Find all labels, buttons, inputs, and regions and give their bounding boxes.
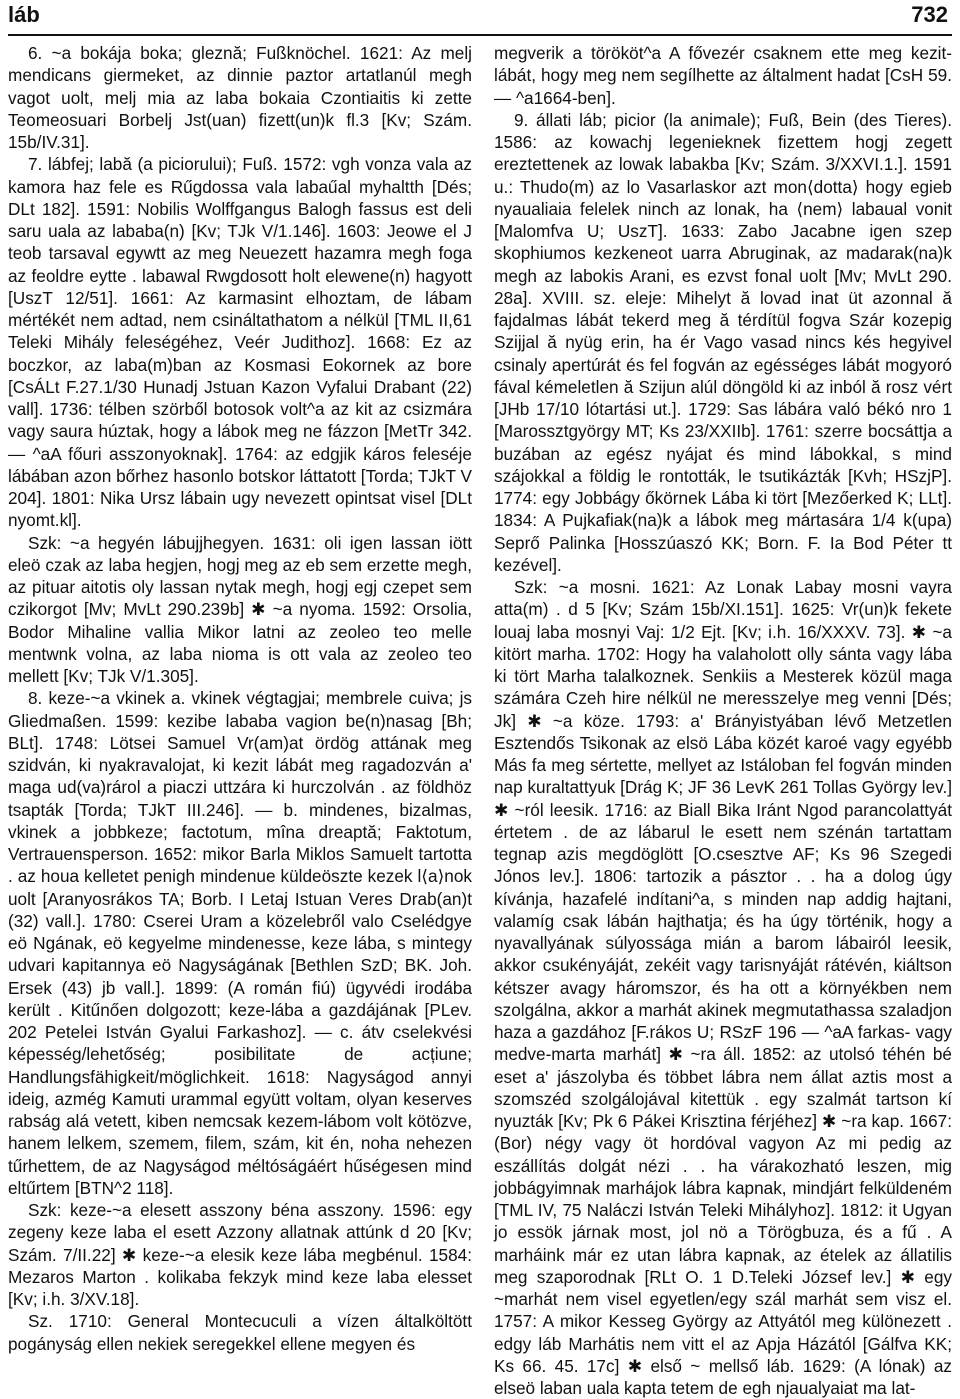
entry-paragraph: 8. keze-~a vkinek a. vkinek végtagjai; membrele cuiva; js Gliedmaßen. 1599: kezibe lababa vagion be(n)nasag [Bh; BLt]. 1748: Lötsei Samuel Vr(am)at ördög attának meg szidván, ki nyakravalojat, ki kezit lábát meg ragadozván a' maga ud(va)rárol a piaczi uttzára ki hurczolván . az földhöz tsapták [Torda; TJkT III.246]. — b. mindenes, bizalmas, vkinek a jobbkeze; factotum, mîna dreaptă; Faktotum, Vertrauensperson. 1652: mikor Barla Miklos Samuelt tartotta . az houa kelletet penigh mindenue küldeöszte kezek l⟨a⟩nok uolt [Aranyosrákos TA; Borb. I Letaj Istuan Veres Drab(an)t (32) vall.]. 1780: Cserei Uram a közelebről valo Cselédgye eö Ngának, eö kegyelme mindenesse, keze lába, s mintegy udvari kapitannya eö Nagyságának [Bethlen SzD; BK. Joh. Ersek (43) jb vall.]. 1899: (A román fiú) ügyvédi irodába került . Kitűnően dolgozott; keze-lába a gazdájának [PLev. 202 Petelei István Gyalui Farkashoz]. — c. átv cselekvési képesség/lehetőség; posibilitate de acțiune; Handlungsfähigkeit/möglichkeit. 1618: Nagyságod annyi ideig, azmég Kamuti urammal együtt voltam, olyan keserves rabság alá vetett, kiben nemcsak kezem-lábom volt kötözve, hanem lelkem, szemem, filem, szám, kit én, noha nehezen tűrhettem, de az Nagyságod méltóságáért hűségesen mind eltűrtem [BTN^2 118]. xyxy=(8,688,472,1198)
header-rule xyxy=(8,34,952,36)
running-headword: láb xyxy=(8,2,40,27)
entry-paragraph: Szk: keze-~a elesett asszony béna asszony. 1596: egy zegeny keze laba el esett Azzony allatnak attúnk d 20 [Kv; Szám. 7/II.22] ✱ keze-~a elesik keze lába megbénul. 1584: Mezaros Marton . kolikaba fekzyk mind keze laba elesset [Kv; i.h. 3/XV.18]. xyxy=(8,1200,472,1309)
entry-paragraph: 9. állati láb; picior (la animale); Fuß, Bein (des Tieres). 1586: az kowachj legenieknek fizettem hogj zegett ereztettenek az lowak labakba [Kv; Szám. 3/XXVI.1.]. 1591 u.: Thudo(m) az lo Vasarlaskor azt mon⟨dotta⟩ hogy egieb nyaualiaia felelek ninch az lonak, ha ⟨nem⟩ labaual vonit [Malomfva U; UszT]. 1633: Zabo Jacabne igen szep skophiumos kezkeneot uarra Abruginak, az madarak(na)k megh az labokis Arani, es ezvst fonal uolt [Mv; MvLt 290. 28a]. XVIII. sz. eleje: Mihelyt ă lovad inat üt azonnal ă fajdalmas lábát tekerd meg ă térdítül fogva Szár kozepig Szijjal ă nyüg erin, ha ér Vago vasad nincs kés hegyivel csinaly apertúrát és fel fogván az egésséges lábát mogyoró fával kémeletlen ă Szijun alúl döngöld ki az inból ă rosz vért [JHb 17/10 lótartási ut.]. 1729: Sas lábára való békó nro 1 [Marossztgyörgy MT; Ks 23/XXIIb]. 1761: szerre bocsáttja a buzában az egész nyájat és mind lábokkal, s mind szájokkal a földig le rontották, le tsutikázták [Kvh; HSzjP]. 1774: egy Jobbágy őkörnek Lába ki tört [Mezőerked K; LLt]. 1834: A Pujkafiak(na)k a lábok meg mártasára 1/4 k(upa) Seprő Palinka [Hosszúaszó KK; Born. F. Ia Bod Péter tt kezével]. xyxy=(494,109,952,575)
entry-paragraph: megverik a törököt^a A fővezér csaknem ette meg kezit-lábát, hogy meg nem segílhette az általment hadat [CsH 59. — ^a1664-ben]. xyxy=(494,43,952,108)
page-number: 732 xyxy=(911,2,948,27)
entry-paragraph: 6. ~a bokája boka; gleznă; Fußknöchel. 1621: Az melj mendicans giermeket, az dinnie paztor artatlanúl megh vagot uolt, melj mia az laba bokaia Czontiaitis ki zette Teomeosuari Borbelj Jst(uan) fizett(un)k fl.3 [Kv; Szám. 15b/IV.31]. xyxy=(8,43,472,152)
entry-paragraph: Sz. 1710: General Montecuculi a vízen általköltött pogányság ellen nekiek seregekkel ellene megyen és xyxy=(8,1311,472,1354)
entry-paragraph: Szk: ~a hegyén lábujjhegyen. 1631: oli igen lassan iött eleö czak az laba hegjen, hogj meg az eb sem erzette megh, az pituar aitotis oly lassan nytak megh, hogj egj czepet sem czikorgot [Mv; MvLt 290.239b] ✱ ~a nyoma. 1592: Orsolia, Bodor Mihaline vallia Mikor latni az zeoleo teo melle mentwnk volna, az laba nioma is ott vala az zeoleo teo mellett [Kv; TJk V/1.305]. xyxy=(8,532,472,686)
entry-paragraph: Szk: ~a mosni. 1621: Az Lonak Labay mosni vayra atta(m) . d 5 [Kv; Szám 15b/XI.151]. 1625: Vr(un)k fekete louaj laba mosnyi Vaj: 1/2 Ejt. [Kv; i.h. 16/XXXV. 73]. ✱ ~a kitört marha. 1702: Hogy ha valaholott olly sánta vagy lába ki tört Marha talalkoznek. Senkiis a Mesterek közül maga számára Czeh hire nélkül ne meresszelye meg venni [Dés; Jk] ✱ ~a köze. 1793: a' Brányistyában lévő Metzetlen Esztendős Tsikonak az elsö Lába közét karoé vagy egyébb Más fa meg sértette, mellyet az Istáloban fel fogván minden nap kuraltattyuk [Drág K; JF 36 LevK 261 Tollas György lev.] ✱ ~ról leesik. 1716: az Biall Bika Iránt Ngod parancolattyát értetem . de az lábarul le esett nem szénán tartattam tegnap azis megdöglött [O.csesztve AF; Ks 96 Szegedi Jónos lev.]. 1806: tartozik a pásztor . . ha a dolog úgy kívánja, hazafelé indítani^a, s minden nap addig hajtani, valamíg csak lábán hajthatja; és ha úgy történik, hogy a nyavallyának súlyossága mián a barom lábairól leesik, akkor csukényáját, zekéit vagy tarisnyáját rátévén, kiáltson kétszer avagy háromszor, és ha ott a környékben nem szolgálna, akkor a marhát akinek megmutathassa szaladjon haza a gazdához [F.rákos U; RSzF 196 — ^aA farkas- vagy medve-marta marhát] ✱ ~ra áll. 1852: az utolsó téhén bé eset a' jászolyba és többet lábra nem állat aztis most a szomszéd szolgálojával kitettük . egy szalmát tartson kí nyuzták [Kv; Pk 6 Pákei Krisztina férjéhez] ✱ ~ra kap. 1667: (Bor) négy vagy öt hordóval vagyon Az mi pedig az eszállítás dolgát nézi . . ha várakozható leszen, mig jobbágyimnak marhájok lábra kapnak, mindjárt felküldeném [TML IV, 75 Naláczi István Teleki Mihályhoz]. 1812: it Ugyan jo essök járnak most, jol nö a Törögbuza, és a fű . A marháink már ez utan lábra kapnak, az ételek az állatilis meg szaporodnak [RLt O. 1 D.Teleki József lev.] ✱ egy ~marhát nem visel egyetlen/egy szál marhát sem visz el. 1757: A mikor Kesseg György az Attyától meg különezett . edgy láb Marhátis nem vitt el az Apja Házától [Gálfva KK; Ks 66. 45. 17c] ✱ első ~ mellső láb. 1629: (A lónak) az elseö laban uala kapta tetem de egh njaualyaiat ma lat- xyxy=(494,577,952,1398)
right-column xyxy=(494,42,952,1398)
page-header xyxy=(8,2,948,36)
entry-paragraph: 7. lábfej; labă (a piciorului); Fuß. 1572: vgh vonza vala az kamora haz fele es Rűgdossa vala labaűal myhaltth [Dés; DLt 182]. 1591: Nobilis Wolffgangus Balogh fassus est deli saru uala az lababa(n) [Kv; TJk V/1.146]. 1603: Jeowe el J teob tarsaval egywtt az meg Neuezett hazamra megh foga az feoldre eytte . labawal Rwgdosott holt elewene(n) hagyott [UszT 12/51]. 1661: Az karmasint elhoztam, de lábam mértékét nem adtad, nem csináltathatom a nélkül [TML II,61 Teleki Mihály feleségéhez, Veér Judithoz]. 1668: Ez az boczkor, az laba(m)ban az Kosmasi Eokornek az bore [CsÁLt F.27.1/30 Hunadj Jstuan Kazon Vyfalui Drabant (22) vall]. 1736: télben szörből botosok volt^a az kit az csizmára vagy saura húztak, hogy a lábok meg ne fázzon [MetTr 342. — ^aA főuri asszonyoknak]. 1764: az edgjik káros feleséje lábában azon bőrhez hasonlo botskor láttatott [Torda; TJkT V 204]. 1801: Nika Ursz lábain ugy nevezett opintsat visel [DLt nyomt.kl]. xyxy=(8,154,472,531)
left-column xyxy=(8,42,472,1354)
